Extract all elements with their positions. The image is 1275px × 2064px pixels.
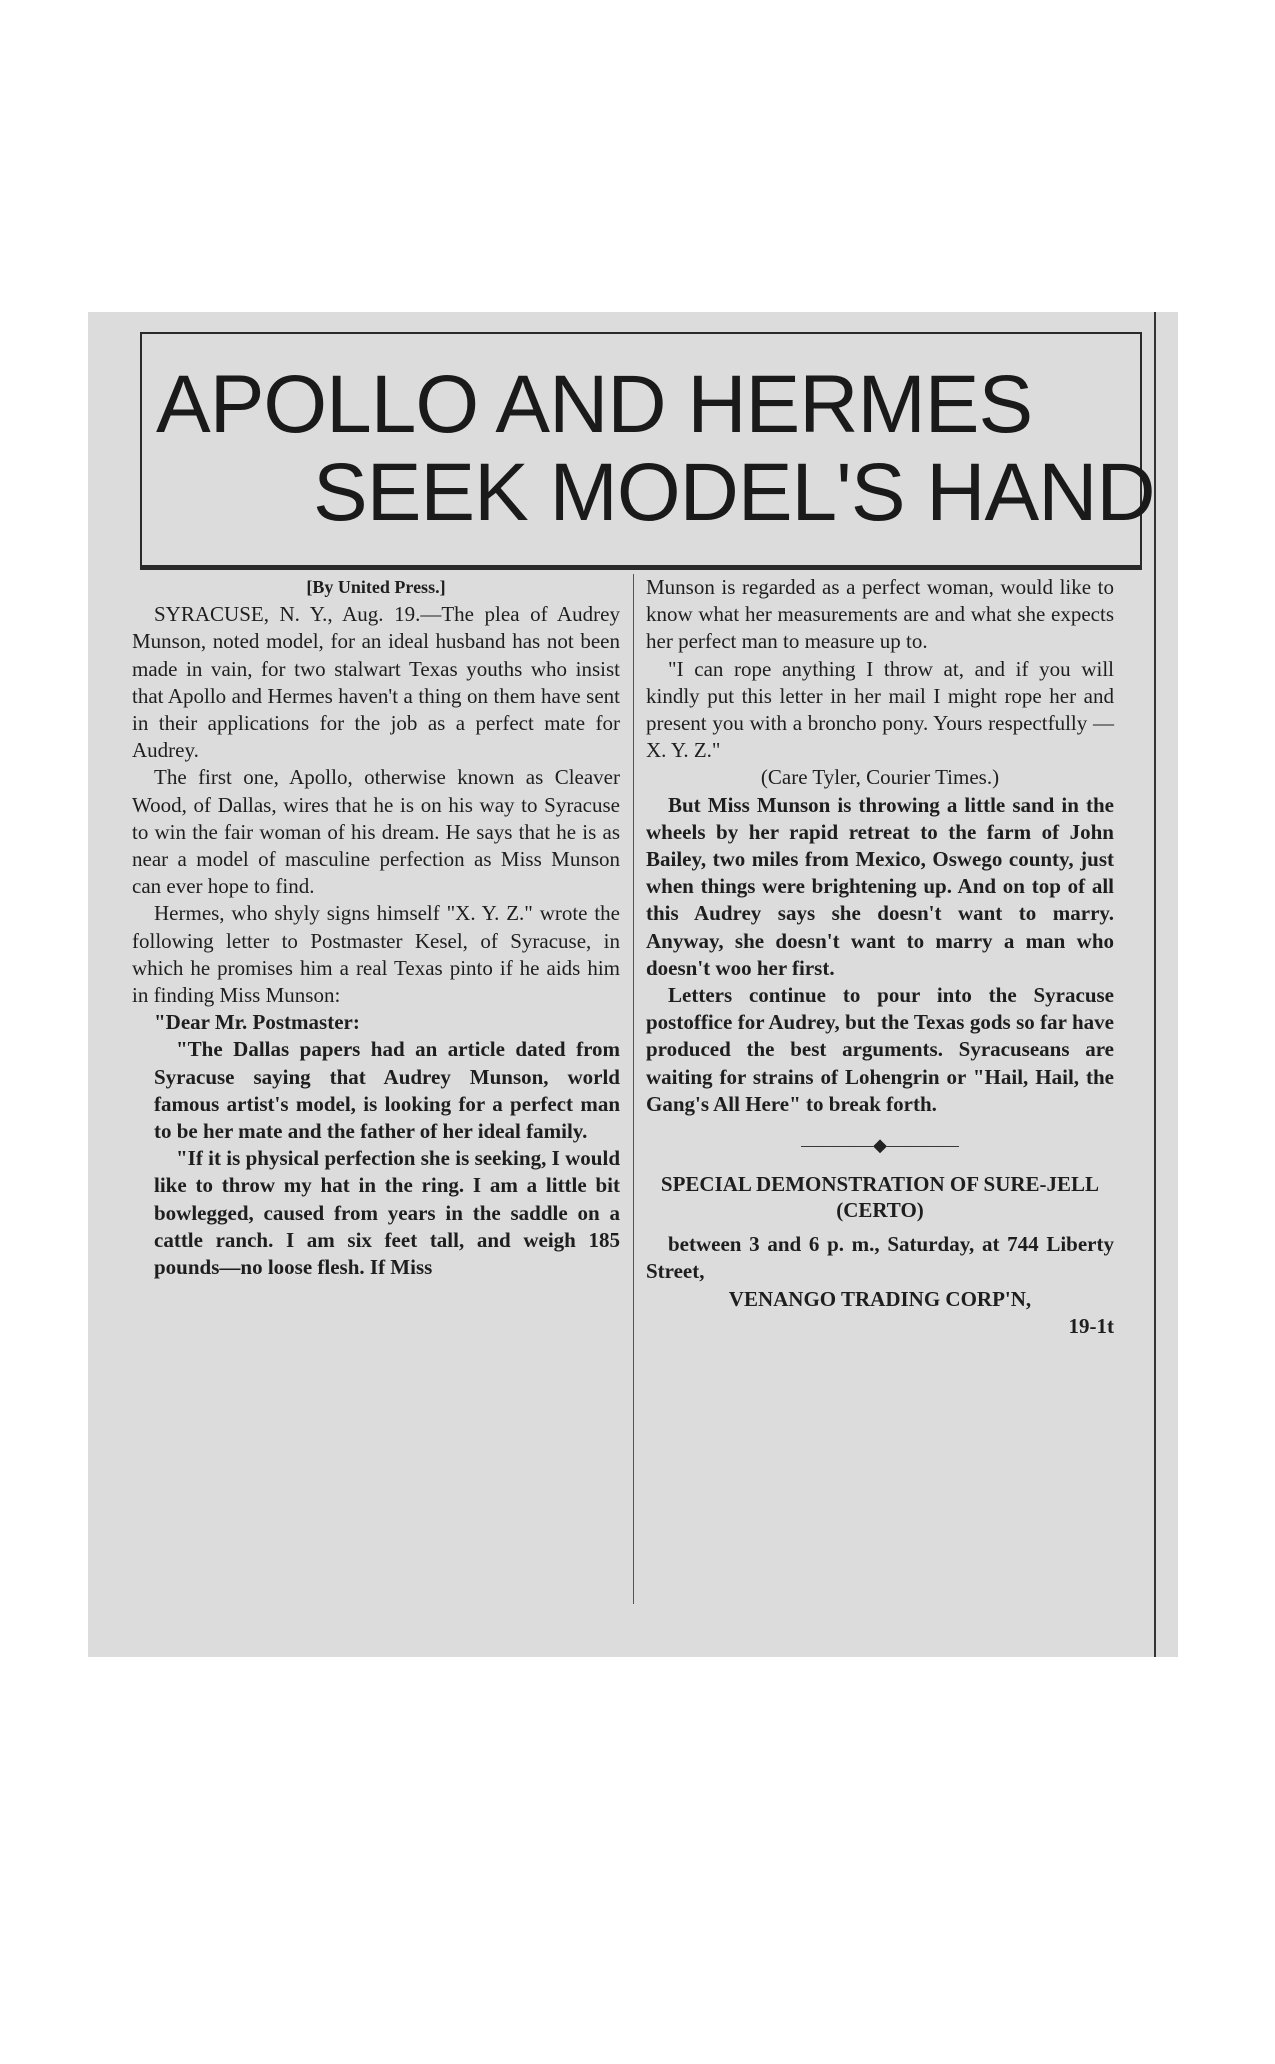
- article-paragraph: Hermes, who shyly signs himself "X. Y. Z." wrote the following letter to Postmaster Kesel, of Syracuse, in which he promises him a real Texas pinto if he aids him in finding Miss Munson:: [132, 901, 620, 1008]
- ad-body: between 3 and 6 p. m., Saturday, at 744 Liberty Street,: [646, 1232, 1114, 1284]
- letter-paragraph: "I can rope anything I throw at, and if you will kindly put this letter in her mail I might rope her and present you with a broncho pony. Yours respectfully — X. Y. Z.": [646, 656, 1114, 763]
- letter-paragraph: "If it is physical perfection she is seeking, I would like to throw my hat in the ring. I am a little bit bowlegged, caused from years in the saddle on a cattle ranch. I am six feet tall, and weigh 185 pounds—no loose flesh. If Miss: [154, 1146, 620, 1280]
- article-column-right: [646, 574, 1114, 1340]
- article-paragraph: SYRACUSE, N. Y., Aug. 19.—The plea of Audrey Munson, noted model, for an ideal husband has not been made in vain, for two stalwart Texas youths who insist that Apollo and Hermes haven't a thing on them have sent in their applications for the job as a perfect mate for Audrey.: [132, 602, 620, 763]
- ad-company: VENANGO TRADING CORP'N,: [728, 1286, 1032, 1311]
- letter-paragraph: "The Dallas papers had an article dated from Syracuse saying that Audrey Munson, world famous artist's model, is looking for a perfect man to be her mate and the father of her ideal family.: [154, 1037, 620, 1144]
- headline-line-2: SEEK MODEL'S HAND: [313, 447, 1155, 538]
- article-paragraph: The first one, Apollo, otherwise known as Cleaver Wood, of Dallas, wires that he is on his way to Syracuse to win the fair woman of his dream. He says that he is as near a model of masculine perfection as Miss Munson can ever hope to find.: [132, 765, 620, 899]
- press-credit: [By United Press.]: [306, 577, 446, 597]
- article-paragraph: Letters continue to pour into the Syracuse postoffice for Audrey, but the Texas gods so far have produced the best arguments. Syracuseans are waiting for strains of Lohengrin or "Hail, Hail, the Gang's All Here" to break forth.: [646, 983, 1114, 1116]
- ad-reference: 19-1t: [1068, 1313, 1114, 1338]
- headline-rule: [140, 566, 1142, 570]
- article-paragraph: But Miss Munson is throwing a little sand in the wheels by her rapid retreat to the farm of John Bailey, two miles from Mexico, Oswego county, just when things were brightening up. And on top of all this Audrey says she doesn't want to marry. Anyway, she doesn't want to marry a man who doesn't woo her first.: [646, 792, 1114, 980]
- letter-care-of: (Care Tyler, Courier Times.): [760, 765, 1000, 790]
- column-divider: [633, 574, 634, 1604]
- headline-line-1: APOLLO AND HERMES: [156, 359, 1033, 450]
- letter-salutation: "Dear Mr. Postmaster:: [154, 1010, 360, 1035]
- newspaper-clipping: [88, 312, 1178, 1657]
- adjacent-column-edge: [1154, 312, 1178, 1657]
- ornament-divider: ————◆————: [801, 1135, 959, 1156]
- ad-heading: SPECIAL DEMONSTRATION OF SURE-JELL (CERTO): [660, 1172, 1100, 1223]
- letter-continuation: Munson is regarded as a perfect woman, would like to know what her measurements are and what she expects her perfect man to measure up to.: [646, 575, 1114, 654]
- article-column-left: [132, 574, 620, 1281]
